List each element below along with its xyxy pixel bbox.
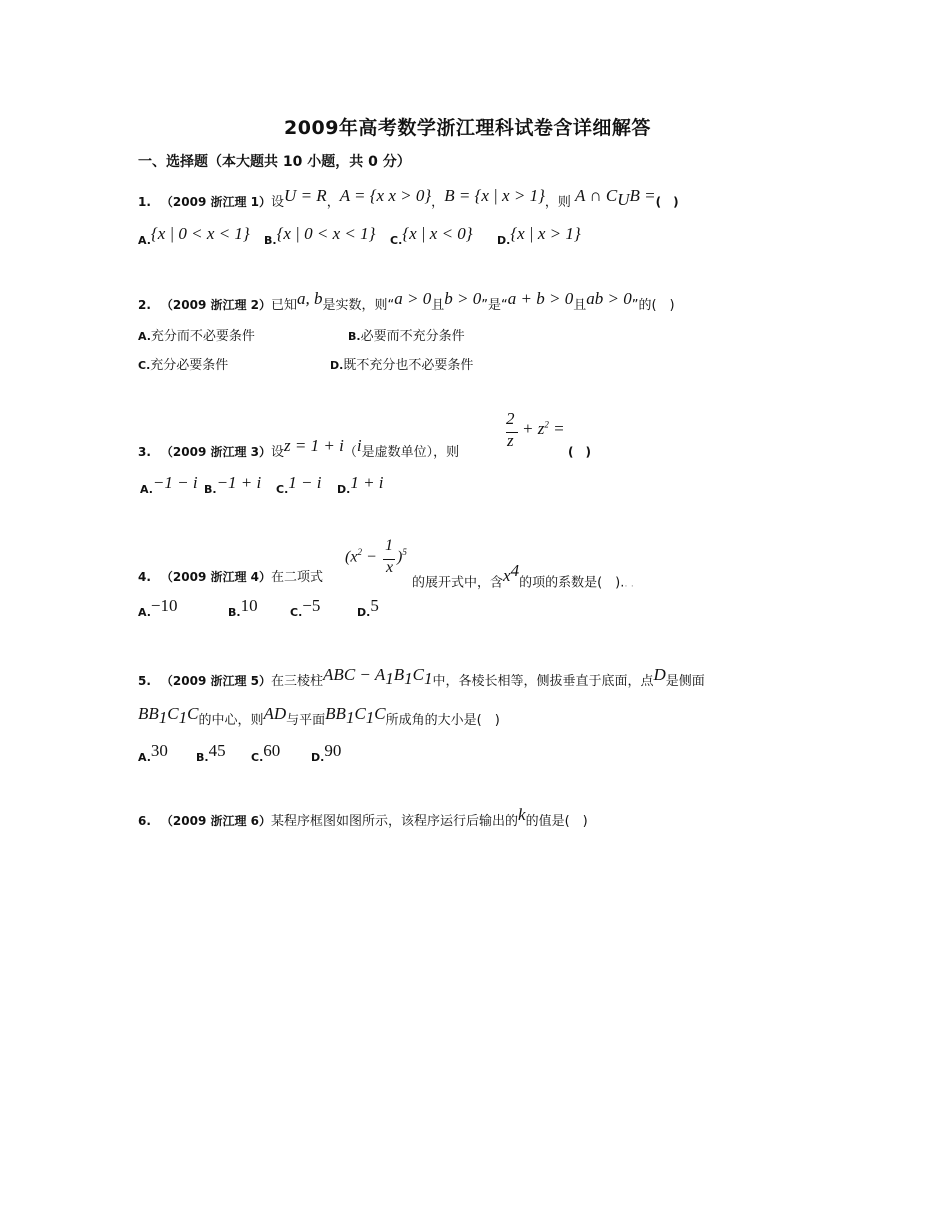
section-heading: 一、选择题（本大题共 10 小题，共 0 分） <box>138 154 411 170</box>
option-c: C.−5 <box>290 596 321 619</box>
question-text: ， <box>431 195 445 210</box>
math-expr: A ∩ C <box>575 186 618 205</box>
question-source: （2009 浙江理 3） <box>160 445 272 459</box>
question-number: 2. <box>138 298 151 312</box>
question-source: （2009 浙江理 5） <box>160 674 272 688</box>
question-4: 4. （2009 浙江理 4）在二项式 <box>138 570 324 585</box>
math-expr: B = {x | x > 1} <box>444 186 545 205</box>
math-expr: A = {x x > 0} <box>339 186 432 205</box>
question-1 <box>138 186 679 215</box>
option-c: C.{x | x < 0} <box>390 224 473 247</box>
question-source: （2009 浙江理 6） <box>160 814 272 828</box>
document-page: 2009年高考数学浙江理科试卷含详细解答 一、选择题（本大题共 10 小题，共 0 分） 1. （2009 浙江理 1）设U = R，A = {x x > 0}，B = {x | x > 1}，则 A ∩ $C_UB$ =( ) A.{x | 0 < x < 1} B.{x | 0 < x < 1} C.{x | x < 0} D.{x | x > 1} 2. （2009 浙江理 2）已知a, b是实数，则“a > 0且b > 0”是“a + b > 0且ab > 0”的( ) A.充分而不必要条件 B.必要而不充分条件 C.充分必要条件 D.既不充分也不必要条件 3. （2009 浙江理 3）设z = 1 + i（i是虚数单位），则 2 z + $z^2$ = ( ) A.−1 − i B.−1 + i C.1 − i D.1 + i 4. （2009 浙江理 4）在二项式 ($x^2$ − 1 x )$^5$ 的展开式中，含$x^4$的项的系数是( ).. . A.−10 B.10 C.−5 D.5 5. （2009 浙江理 5）在三棱柱ABC − $A_1B_1C_1$中，各棱长相等，侧拔垂直于底面，点D是侧面 $BB_1C_1C$的中心，则AD与平面$BB_1C_1C$所成角的大小是( ) A.30 B.45 C.60 D.90 6. （2009 浙江理 6）某程序框图如图所示，该程序运行后输出的k的值是( ) <box>0 0 935 1210</box>
question-source: （2009 浙江理 1） <box>160 195 272 209</box>
math-expr: U = R <box>284 186 327 205</box>
question-number: 3. <box>138 445 151 459</box>
answer-paren: ( ) <box>568 445 591 459</box>
answer-paren: ( ) <box>655 195 679 209</box>
option-a: A.−10 <box>138 596 178 619</box>
option-b: B.−1 + i <box>204 473 262 496</box>
option-b: B.{x | 0 < x < 1} <box>264 224 376 247</box>
question-4-tail: 的展开式中，含$x^4$的项的系数是( ).. . <box>412 561 634 591</box>
math-subscript: U <box>617 189 630 209</box>
option-c: C.60 <box>251 741 281 764</box>
option-a: A.30 <box>138 741 168 764</box>
question-6: 6. （2009 浙江理 6）某程序框图如图所示，该程序运行后输出的k的值是( ) <box>138 805 588 829</box>
question-5: 5. （2009 浙江理 5）在三棱柱ABC − $A_1B_1C_1$中，各棱长相等，侧拔垂直于底面，点D是侧面 <box>138 665 705 689</box>
question-3: 3. （2009 浙江理 3）设z = 1 + i（i是虚数单位），则 <box>138 436 460 460</box>
option-d: D.90 <box>311 741 342 764</box>
page-title: 2009年高考数学浙江理科试卷含详细解答 <box>284 117 651 139</box>
option-c: C.充分必要条件 <box>138 358 229 373</box>
question-source: （2009 浙江理 2） <box>160 298 272 312</box>
question-text: ，则 <box>544 195 571 210</box>
question-text: ， <box>326 195 340 210</box>
option-b: B.10 <box>228 596 258 619</box>
option-a: A.充分而不必要条件 <box>138 329 255 344</box>
option-d: D.既不充分也不必要条件 <box>330 358 474 373</box>
question-number: 1. <box>138 195 151 209</box>
option-d: D.1 + i <box>337 473 384 496</box>
question-number: 6. <box>138 814 151 828</box>
question-source: （2009 浙江理 4） <box>160 570 272 584</box>
question-number: 5. <box>138 674 151 688</box>
question-5-line-2: $BB_1C_1C$的中心，则AD与平面$BB_1C_1C$所成角的大小是( ) <box>138 704 500 728</box>
option-b: B.45 <box>196 741 226 764</box>
question-text: 设 <box>271 195 285 210</box>
question-number: 4. <box>138 570 151 584</box>
math-expr: B = <box>629 186 656 205</box>
option-a: A.{x | 0 < x < 1} <box>138 224 250 247</box>
option-a: A.−1 − i <box>140 473 198 496</box>
option-d: D.5 <box>357 596 379 619</box>
option-c: C.1 − i <box>276 473 322 496</box>
option-d: D.{x | x > 1} <box>497 224 581 247</box>
question-2: 2. （2009 浙江理 2）已知a, b是实数，则“a > 0且b > 0”是“a + b > 0且ab > 0”的( ) <box>138 289 675 313</box>
option-b: B.必要而不充分条件 <box>348 329 465 344</box>
